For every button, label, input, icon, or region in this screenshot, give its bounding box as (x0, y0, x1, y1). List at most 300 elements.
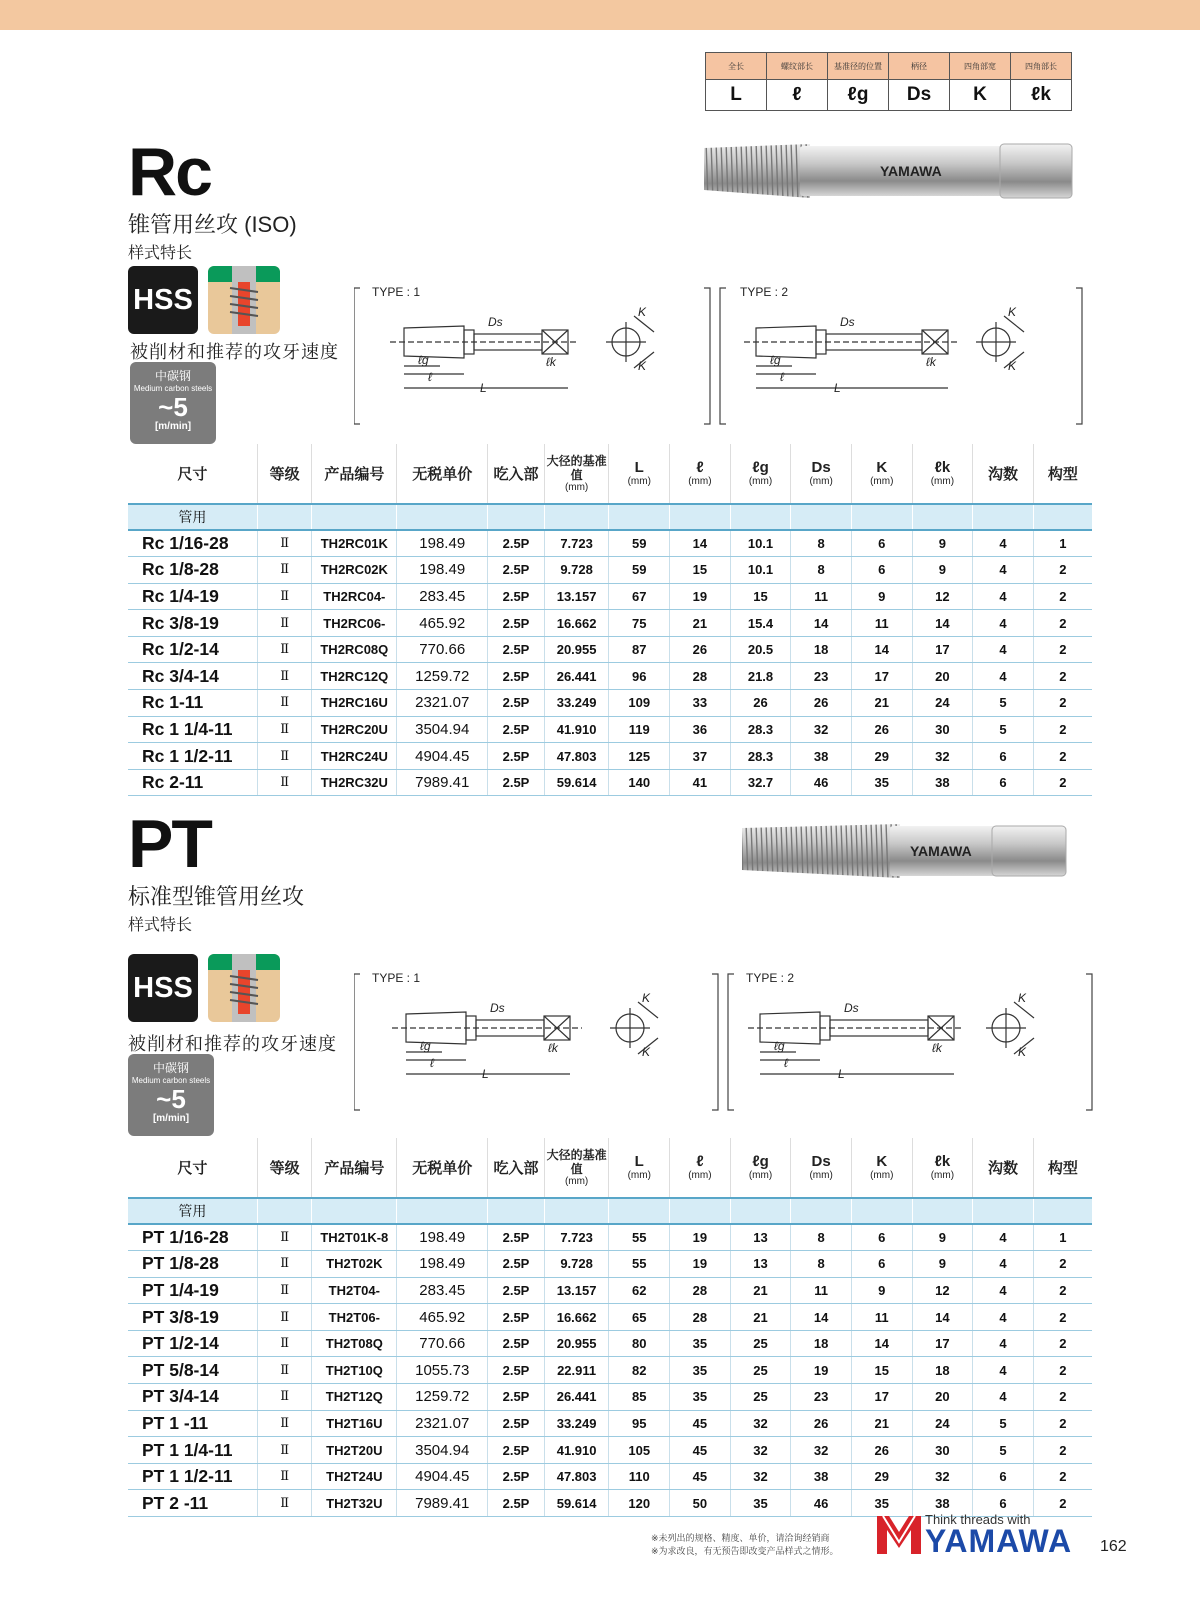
table-row (128, 530, 1092, 557)
cell-flutes: 5 (973, 716, 1034, 743)
col-flutes: 沟数 (973, 1138, 1034, 1198)
cell-flutes: 6 (973, 743, 1034, 770)
col-size: 尺寸 (128, 444, 257, 504)
cell-code: TH2T32U (312, 1490, 397, 1517)
cell-l: 36 (670, 716, 731, 743)
svg-text:ℓk: ℓk (546, 355, 556, 369)
cell-lk: 14 (912, 610, 973, 637)
cell-chamfer: 2.5P (488, 1437, 545, 1464)
cell-flutes: 4 (973, 530, 1034, 557)
cell-code: TH2RC08Q (312, 636, 397, 663)
cell-grade: Ⅱ (257, 1384, 312, 1411)
cell-l: 21 (670, 610, 731, 637)
cell-code: TH2T10Q (312, 1357, 397, 1384)
cell-lg: 28.3 (730, 716, 791, 743)
cell-size: PT 1 -11 (128, 1410, 257, 1437)
cell-lg: 28.3 (730, 743, 791, 770)
cell-grade: Ⅱ (257, 663, 312, 690)
cell-l: 19 (670, 583, 731, 610)
cell-grade: Ⅱ (257, 1330, 312, 1357)
cell-flutes: 4 (973, 583, 1034, 610)
cell-grade: Ⅱ (257, 636, 312, 663)
legend-header: 四角部长 (1011, 53, 1072, 80)
svg-text:Ds: Ds (840, 315, 855, 329)
speed-material-cn: 中碳钢 (154, 369, 191, 383)
cell-type: 2 (1033, 769, 1092, 796)
cell-code: TH2RC24U (312, 743, 397, 770)
cell-grade: Ⅱ (257, 690, 312, 717)
table-row (128, 1384, 1092, 1411)
cell-lg: 25 (730, 1384, 791, 1411)
cell-L: 125 (609, 743, 670, 770)
svg-text:K: K (642, 1045, 651, 1059)
section-subtitle: 锥管用丝攻 (ISO) (128, 212, 297, 237)
cell-lg: 32 (730, 1437, 791, 1464)
cell-price: 4904.45 (397, 743, 488, 770)
table-row (128, 610, 1092, 637)
cell-Ds: 18 (791, 636, 852, 663)
speed-unit: [m/min] (154, 421, 192, 432)
svg-text:ℓ: ℓ (428, 370, 432, 384)
cell-code: TH2T08Q (312, 1330, 397, 1357)
legend-symbol: ℓg (828, 80, 889, 111)
col-lk: ℓk (mm) (912, 444, 973, 504)
cell-l: 35 (670, 1357, 731, 1384)
cell-price: 2321.07 (397, 690, 488, 717)
cell-type: 2 (1033, 1384, 1092, 1411)
cell-K: 29 (851, 743, 912, 770)
cell-Ds: 23 (791, 1384, 852, 1411)
cell-grade: Ⅱ (257, 1437, 312, 1464)
speed-material-cn: 中碳钢 (152, 1061, 189, 1075)
cell-lg: 20.5 (730, 636, 791, 663)
svg-text:K: K (638, 305, 647, 319)
cell-grade: Ⅱ (257, 530, 312, 557)
speed-value: ~5 (156, 1084, 186, 1114)
speed-label: 被削材和推荐的攻牙速度 (128, 1034, 337, 1054)
cell-l: 14 (670, 530, 731, 557)
cell-price: 1055.73 (397, 1357, 488, 1384)
cell-chamfer: 2.5P (488, 663, 545, 690)
svg-text:ℓg: ℓg (770, 353, 781, 367)
hss-badge: HSS (128, 954, 198, 1022)
cell-flutes: 4 (973, 1251, 1034, 1278)
cell-chamfer: 2.5P (488, 1330, 545, 1357)
speed-box (130, 362, 216, 444)
style-note: 样式特长 (128, 245, 193, 262)
cell-code: TH2RC01K (312, 530, 397, 557)
cell-size: PT 1/16-28 (128, 1224, 257, 1251)
cell-Ds: 8 (791, 1251, 852, 1278)
cell-flutes: 4 (973, 636, 1034, 663)
cell-Ds: 8 (791, 530, 852, 557)
cell-code: TH2T02K (312, 1251, 397, 1278)
type-diagram (354, 286, 1084, 426)
table-row (128, 1410, 1092, 1437)
cell-lk: 17 (912, 636, 973, 663)
cell-L: 120 (609, 1490, 670, 1517)
cell-K: 11 (851, 1304, 912, 1331)
cell-gauge: 20.955 (544, 1330, 609, 1357)
footer-notes (651, 1532, 839, 1558)
table-row (128, 1463, 1092, 1490)
cell-type: 2 (1033, 1437, 1092, 1464)
cell-lk: 32 (912, 743, 973, 770)
type-diagram (354, 972, 1094, 1112)
speed-label: 被削材和推荐的攻牙速度 (130, 342, 339, 362)
cell-grade: Ⅱ (257, 610, 312, 637)
cell-chamfer: 2.5P (488, 530, 545, 557)
cell-type: 2 (1033, 610, 1092, 637)
cell-grade: Ⅱ (257, 557, 312, 584)
svg-text:L: L (480, 381, 487, 395)
dimension-legend (705, 52, 1072, 111)
footer-note-1: ※未列出的规格、精度、单价，请洽询经销商 (651, 1533, 830, 1543)
col-lg: ℓg (mm) (730, 1138, 791, 1198)
cell-lg: 32.7 (730, 769, 791, 796)
top-color-bar (0, 0, 1200, 30)
legend-header: 柄径 (889, 53, 950, 80)
cell-l: 28 (670, 1304, 731, 1331)
svg-text:ℓ: ℓ (430, 1056, 434, 1070)
cell-gauge: 16.662 (544, 1304, 609, 1331)
cell-chamfer: 2.5P (488, 1251, 545, 1278)
cell-grade: Ⅱ (257, 1224, 312, 1251)
cell-Ds: 19 (791, 1357, 852, 1384)
cell-l: 28 (670, 1277, 731, 1304)
cell-Ds: 11 (791, 1277, 852, 1304)
cell-Ds: 46 (791, 769, 852, 796)
cell-grade: Ⅱ (257, 769, 312, 796)
cell-price: 4904.45 (397, 1463, 488, 1490)
cell-size: Rc 1/16-28 (128, 530, 257, 557)
legend-header: 全长 (706, 53, 767, 80)
cell-lg: 32 (730, 1463, 791, 1490)
table-row (128, 636, 1092, 663)
cell-grade: Ⅱ (257, 1490, 312, 1517)
col-price: 无税单价 (397, 1138, 488, 1198)
cell-lg: 25 (730, 1357, 791, 1384)
cell-l: 45 (670, 1410, 731, 1437)
cell-K: 6 (851, 1224, 912, 1251)
cell-gauge: 47.803 (544, 743, 609, 770)
cell-gauge: 59.614 (544, 769, 609, 796)
legend-header: 螺纹部长 (767, 53, 828, 80)
legend-header: 基准径的位置 (828, 53, 889, 80)
cell-price: 3504.94 (397, 716, 488, 743)
cell-size: Rc 1/8-28 (128, 557, 257, 584)
col-Ds: Ds (mm) (791, 444, 852, 504)
cell-chamfer: 2.5P (488, 1384, 545, 1411)
cell-gauge: 16.662 (544, 610, 609, 637)
cell-flutes: 4 (973, 1304, 1034, 1331)
cell-flutes: 4 (973, 610, 1034, 637)
speed-material-en: Medium carbon steels (133, 384, 213, 393)
cell-size: PT 1/8-28 (128, 1251, 257, 1278)
cell-L: 80 (609, 1330, 670, 1357)
cell-lk: 20 (912, 663, 973, 690)
col-lk: ℓk (mm) (912, 1138, 973, 1198)
cell-K: 21 (851, 690, 912, 717)
cell-L: 87 (609, 636, 670, 663)
table-row (128, 1330, 1092, 1357)
cell-chamfer: 2.5P (488, 743, 545, 770)
cell-size: PT 2 -11 (128, 1490, 257, 1517)
legend-symbol: Ds (889, 80, 950, 111)
cell-size: Rc 1/4-19 (128, 583, 257, 610)
cell-lk: 20 (912, 1384, 973, 1411)
svg-text:K: K (642, 991, 651, 1005)
cell-code: TH2T01K-8 (312, 1224, 397, 1251)
category-label: 管用 (128, 504, 257, 530)
cell-price: 1259.72 (397, 663, 488, 690)
svg-text:Ds: Ds (490, 1001, 505, 1015)
col-l: ℓ (mm) (670, 1138, 731, 1198)
cell-K: 29 (851, 1463, 912, 1490)
cell-gauge: 47.803 (544, 1463, 609, 1490)
cell-price: 198.49 (397, 530, 488, 557)
cell-code: TH2T20U (312, 1437, 397, 1464)
cell-L: 85 (609, 1384, 670, 1411)
cell-grade: Ⅱ (257, 743, 312, 770)
cell-gauge: 33.249 (544, 690, 609, 717)
section-title: Rc (128, 134, 211, 210)
cell-gauge: 41.910 (544, 1437, 609, 1464)
cell-L: 62 (609, 1277, 670, 1304)
col-Ds: Ds (mm) (791, 1138, 852, 1198)
cell-type: 2 (1033, 636, 1092, 663)
cell-code: TH2T06- (312, 1304, 397, 1331)
cell-Ds: 38 (791, 1463, 852, 1490)
cell-type: 2 (1033, 1490, 1092, 1517)
cell-L: 55 (609, 1224, 670, 1251)
legend-symbol: L (706, 80, 767, 111)
svg-text:K: K (1008, 359, 1017, 373)
col-L: L (mm) (609, 1138, 670, 1198)
cell-l: 19 (670, 1251, 731, 1278)
svg-text:ℓk: ℓk (926, 355, 936, 369)
table-row (128, 663, 1092, 690)
cell-size: Rc 1 1/2-11 (128, 743, 257, 770)
cell-price: 2321.07 (397, 1410, 488, 1437)
cell-type: 2 (1033, 1463, 1092, 1490)
cell-L: 109 (609, 690, 670, 717)
cell-chamfer: 2.5P (488, 1304, 545, 1331)
cell-grade: Ⅱ (257, 1463, 312, 1490)
cell-chamfer: 2.5P (488, 716, 545, 743)
svg-text:L: L (838, 1067, 845, 1081)
cell-size: PT 1/4-19 (128, 1277, 257, 1304)
cell-gauge: 59.614 (544, 1490, 609, 1517)
cell-type: 2 (1033, 1251, 1092, 1278)
cell-price: 283.45 (397, 1277, 488, 1304)
cell-K: 9 (851, 1277, 912, 1304)
cell-flutes: 5 (973, 690, 1034, 717)
cell-lk: 38 (912, 769, 973, 796)
svg-text:ℓ: ℓ (784, 1056, 788, 1070)
cell-gauge: 9.728 (544, 557, 609, 584)
cell-flutes: 6 (973, 1490, 1034, 1517)
col-l: ℓ (mm) (670, 444, 731, 504)
cell-price: 7989.41 (397, 1490, 488, 1517)
tool-brand-text: YAMAWA (910, 843, 972, 859)
cell-grade: Ⅱ (257, 1277, 312, 1304)
cell-K: 15 (851, 1357, 912, 1384)
cell-K: 21 (851, 1410, 912, 1437)
legend-symbol: K (950, 80, 1011, 111)
col-code: 产品编号 (312, 444, 397, 504)
cell-price: 3504.94 (397, 1437, 488, 1464)
cell-L: 95 (609, 1410, 670, 1437)
cell-price: 465.92 (397, 1304, 488, 1331)
col-price: 无税单价 (397, 444, 488, 504)
cell-K: 26 (851, 1437, 912, 1464)
svg-text:Ds: Ds (844, 1001, 859, 1015)
cell-lk: 14 (912, 1304, 973, 1331)
cell-gauge: 26.441 (544, 663, 609, 690)
cell-gauge: 20.955 (544, 636, 609, 663)
spec-table-pt (128, 1138, 1092, 1517)
cell-lg: 13 (730, 1224, 791, 1251)
cell-Ds: 26 (791, 690, 852, 717)
col-type: 构型 (1033, 444, 1092, 504)
svg-text:L: L (482, 1067, 489, 1081)
cell-flutes: 5 (973, 1410, 1034, 1437)
cell-lk: 38 (912, 1490, 973, 1517)
cell-type: 2 (1033, 583, 1092, 610)
cell-type: 2 (1033, 1357, 1092, 1384)
cell-code: TH2RC32U (312, 769, 397, 796)
cell-size: Rc 1/2-14 (128, 636, 257, 663)
cell-K: 17 (851, 663, 912, 690)
cell-lk: 9 (912, 557, 973, 584)
cell-flutes: 4 (973, 557, 1034, 584)
cell-grade: Ⅱ (257, 1410, 312, 1437)
cell-l: 50 (670, 1490, 731, 1517)
cell-size: Rc 1 1/4-11 (128, 716, 257, 743)
legend-symbol: ℓ (767, 80, 828, 111)
col-flutes: 沟数 (973, 444, 1034, 504)
cell-l: 45 (670, 1437, 731, 1464)
cell-L: 75 (609, 610, 670, 637)
speed-value: ~5 (158, 392, 188, 422)
cell-chamfer: 2.5P (488, 557, 545, 584)
cell-gauge: 33.249 (544, 1410, 609, 1437)
cell-chamfer: 2.5P (488, 583, 545, 610)
cell-L: 55 (609, 1251, 670, 1278)
col-chamfer: 吃入部 (488, 444, 545, 504)
footer-note-2: ※为求改良，有无预告即改变产品样式之情形。 (651, 1546, 839, 1556)
cell-type: 2 (1033, 1277, 1092, 1304)
cell-Ds: 14 (791, 610, 852, 637)
cell-chamfer: 2.5P (488, 1277, 545, 1304)
cell-price: 283.45 (397, 583, 488, 610)
cell-chamfer: 2.5P (488, 769, 545, 796)
cell-price: 1259.72 (397, 1384, 488, 1411)
cell-chamfer: 2.5P (488, 690, 545, 717)
table-row (128, 690, 1092, 717)
cell-code: TH2T24U (312, 1463, 397, 1490)
tap-hole-icon (208, 954, 280, 1022)
svg-text:L: L (834, 381, 841, 395)
svg-text:Ds: Ds (488, 315, 503, 329)
cell-Ds: 18 (791, 1330, 852, 1357)
svg-text:ℓg: ℓg (420, 1039, 431, 1053)
cell-l: 19 (670, 1224, 731, 1251)
cell-lk: 12 (912, 583, 973, 610)
hss-badge: HSS (128, 266, 198, 334)
cell-code: TH2T04- (312, 1277, 397, 1304)
cell-chamfer: 2.5P (488, 1463, 545, 1490)
col-grade: 等级 (257, 1138, 312, 1198)
cell-gauge: 22.911 (544, 1357, 609, 1384)
cell-Ds: 32 (791, 1437, 852, 1464)
cell-lg: 10.1 (730, 557, 791, 584)
cell-K: 9 (851, 583, 912, 610)
type2-label: TYPE : 2 (740, 286, 789, 299)
cell-l: 28 (670, 663, 731, 690)
table-row (128, 1437, 1092, 1464)
cell-chamfer: 2.5P (488, 636, 545, 663)
svg-text:ℓ: ℓ (780, 370, 784, 384)
svg-text:K: K (1018, 1045, 1027, 1059)
cell-gauge: 41.910 (544, 716, 609, 743)
cell-size: Rc 2-11 (128, 769, 257, 796)
cell-L: 65 (609, 1304, 670, 1331)
cell-flutes: 4 (973, 1357, 1034, 1384)
section-subtitle: 标准型锥管用丝攻 (128, 884, 305, 909)
col-L: L (mm) (609, 444, 670, 504)
cell-price: 770.66 (397, 1330, 488, 1357)
cell-lk: 30 (912, 716, 973, 743)
cell-price: 198.49 (397, 557, 488, 584)
cell-lg: 25 (730, 1330, 791, 1357)
cell-grade: Ⅱ (257, 1357, 312, 1384)
col-gauge: 大径的基准值 (mm) (544, 1138, 609, 1198)
col-K: K (mm) (851, 444, 912, 504)
cell-size: Rc 3/8-19 (128, 610, 257, 637)
cell-code: TH2RC16U (312, 690, 397, 717)
tap-tool-image (740, 822, 1070, 880)
cell-K: 17 (851, 1384, 912, 1411)
cell-l: 41 (670, 769, 731, 796)
cell-flutes: 4 (973, 1384, 1034, 1411)
cell-type: 2 (1033, 1410, 1092, 1437)
cell-L: 140 (609, 769, 670, 796)
cell-code: TH2RC04- (312, 583, 397, 610)
cell-lk: 9 (912, 1224, 973, 1251)
cell-K: 35 (851, 1490, 912, 1517)
type1-label: TYPE : 1 (372, 286, 421, 299)
spec-table-rc (128, 444, 1092, 796)
cell-chamfer: 2.5P (488, 1490, 545, 1517)
type1-label: TYPE : 1 (372, 972, 421, 985)
cell-type: 2 (1033, 1304, 1092, 1331)
cell-type: 2 (1033, 557, 1092, 584)
cell-lg: 21 (730, 1304, 791, 1331)
cell-L: 119 (609, 716, 670, 743)
cell-Ds: 46 (791, 1490, 852, 1517)
cell-lk: 9 (912, 1251, 973, 1278)
style-note: 样式特长 (128, 917, 193, 934)
col-K: K (mm) (851, 1138, 912, 1198)
cell-type: 1 (1033, 1224, 1092, 1251)
cell-size: PT 3/4-14 (128, 1384, 257, 1411)
table-row (128, 743, 1092, 770)
cell-lk: 24 (912, 690, 973, 717)
cell-lg: 21 (730, 1277, 791, 1304)
table-row (128, 1357, 1092, 1384)
